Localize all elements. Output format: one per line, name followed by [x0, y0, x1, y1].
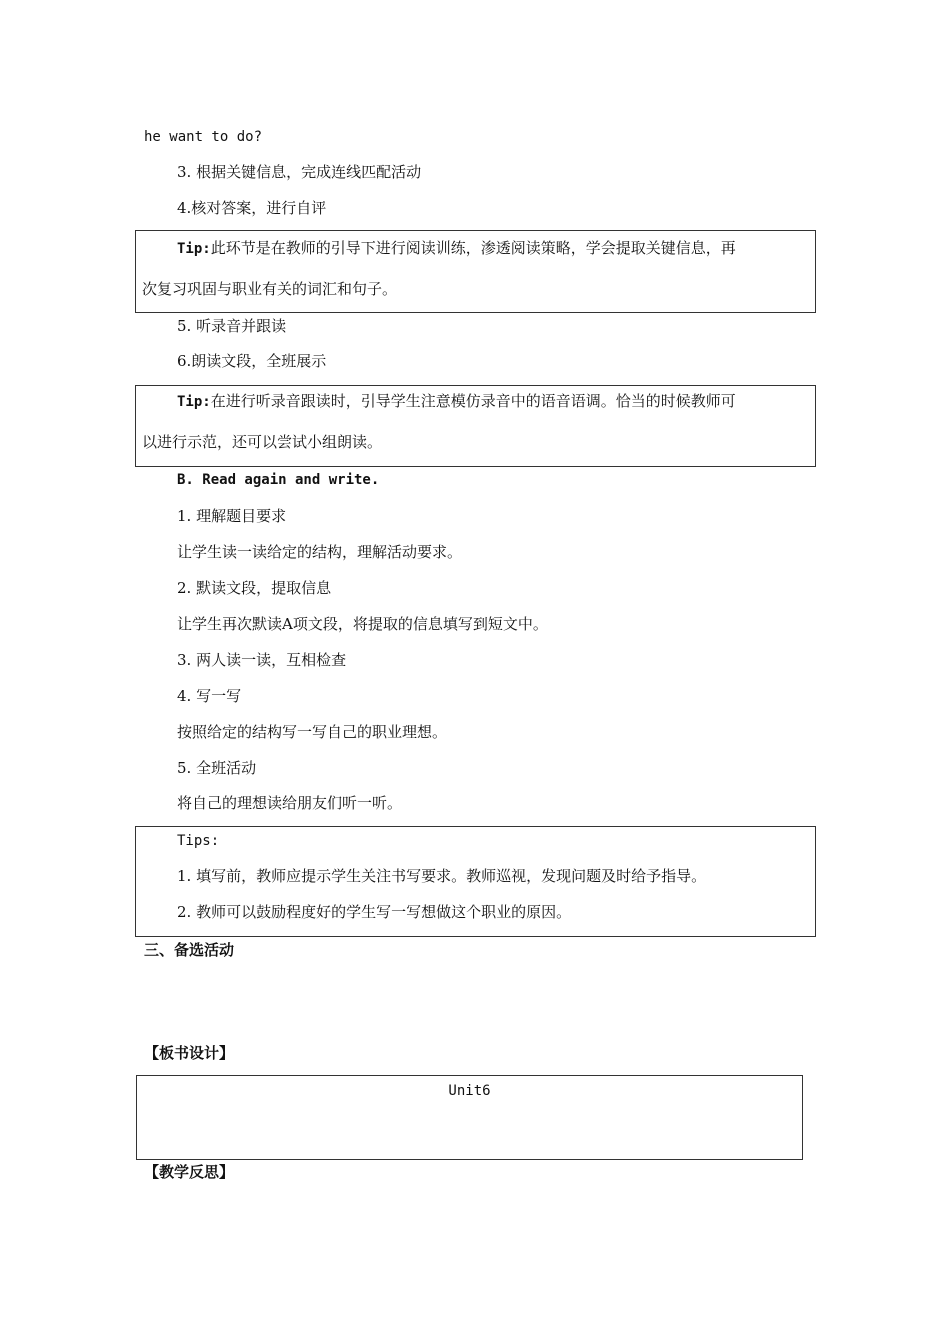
- text-line: 将自己的理想读给朋友们听一听。: [177, 794, 403, 812]
- tip-box: [135, 385, 816, 467]
- tip-text: 次复习巩固与职业有关的词汇和句子。: [142, 280, 398, 298]
- tip-label: Tip:: [177, 394, 211, 410]
- section-title: 三、备选活动: [144, 941, 235, 959]
- text-line: he want to do?: [144, 129, 263, 145]
- text-line: 让学生再次默读A项文段，将提取的信息填写到短文中。: [177, 615, 548, 633]
- step-item: 3. 两人读一读，互相检查: [177, 651, 347, 669]
- text-line: 让学生读一读给定的结构，理解活动要求。: [177, 543, 463, 561]
- step-item: 6.朗读文段，全班展示: [177, 352, 327, 370]
- text-line: 按照给定的结构写一写自己的职业理想。: [177, 723, 448, 741]
- tip-text: 此环节是在教师的引导下进行阅读训练，渗透阅读策略，学会提取关键信息，再: [210, 239, 736, 257]
- tip-text: 以进行示范，还可以尝试小组朗读。: [142, 433, 383, 451]
- tips-label: Tips:: [177, 833, 220, 849]
- section-heading: B. Read again and write.: [177, 472, 380, 488]
- tips-item: 2. 教师可以鼓励程度好的学生写一写想做这个职业的原因。: [177, 903, 572, 921]
- section-title: 【板书设计】: [144, 1044, 235, 1062]
- board-title: Unit6: [448, 1083, 491, 1099]
- tip-label: Tip:: [177, 241, 211, 257]
- board-design-box: [136, 1075, 803, 1160]
- tips-item: 1. 填写前，教师应提示学生关注书写要求。教师巡视，发现问题及时给予指导。: [177, 867, 707, 885]
- section-title: 【教学反思】: [144, 1163, 235, 1181]
- step-item: 2. 默读文段，提取信息: [177, 579, 332, 597]
- tip-box: [135, 230, 816, 313]
- step-item: 5. 听录音并跟读: [177, 317, 287, 335]
- step-item: 4. 写一写: [177, 687, 242, 705]
- tips-box: [135, 826, 816, 937]
- step-item: 4.核对答案，进行自评: [177, 199, 327, 217]
- step-item: 3. 根据关键信息，完成连线匹配活动: [177, 163, 422, 181]
- step-item: 1. 理解题目要求: [177, 507, 287, 525]
- step-item: 5. 全班活动: [177, 759, 257, 777]
- tip-text: 在进行听录音跟读时，引导学生注意模仿录音中的语音语调。恰当的时候教师可: [210, 392, 736, 410]
